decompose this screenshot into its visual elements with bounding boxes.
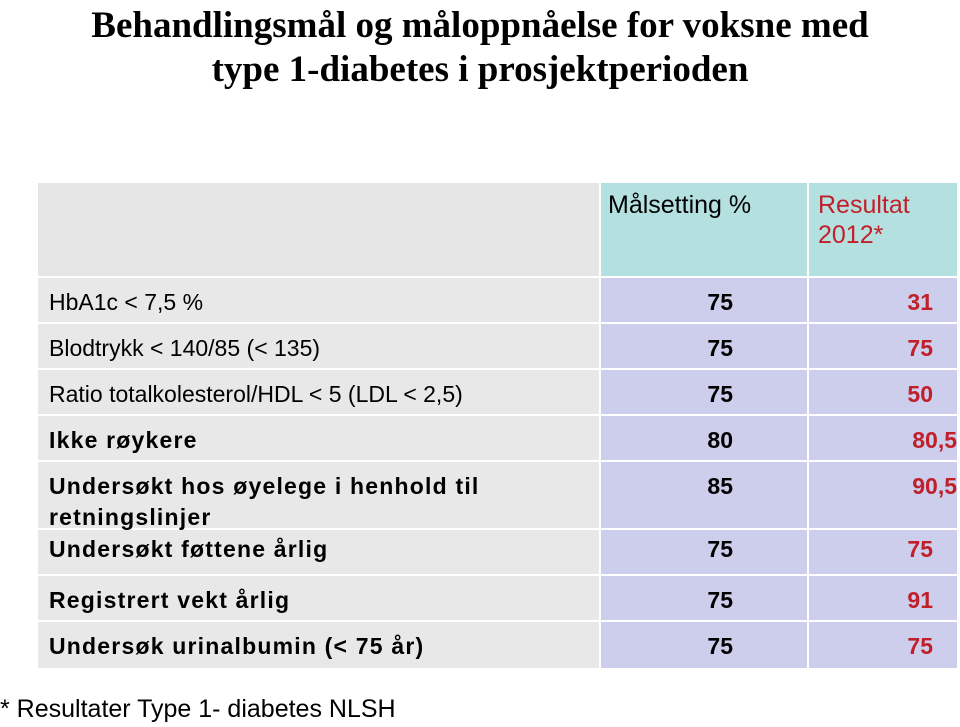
row-label: Undersøk urinalbumin (< 75 år) bbox=[49, 633, 425, 659]
row-result-value: 31 bbox=[907, 289, 933, 315]
header-result-label bbox=[818, 190, 910, 250]
row-label-cell bbox=[38, 462, 599, 528]
row-target-cell bbox=[601, 324, 807, 368]
row-target-cell bbox=[601, 530, 807, 574]
table-row bbox=[38, 622, 957, 668]
row-result-cell bbox=[809, 416, 957, 460]
table-row bbox=[38, 462, 957, 528]
row-target-cell bbox=[601, 370, 807, 414]
row-target-cell bbox=[601, 416, 807, 460]
table-row bbox=[38, 576, 957, 620]
page-title bbox=[0, 4, 960, 92]
row-result-cell bbox=[809, 278, 957, 322]
row-result-cell bbox=[809, 530, 957, 574]
row-result-value: 50 bbox=[907, 381, 933, 407]
row-label-cell bbox=[38, 324, 599, 368]
header-result-cell bbox=[809, 183, 957, 276]
table-header-row bbox=[38, 183, 957, 276]
row-result-cell bbox=[809, 576, 957, 620]
row-target-value: 75 bbox=[707, 536, 733, 562]
row-target-value: 75 bbox=[707, 335, 733, 361]
header-target-label: Målsetting % bbox=[608, 191, 752, 219]
row-target-cell bbox=[601, 278, 807, 322]
title-line-2: type 1-diabetes i prosjektperioden bbox=[211, 49, 749, 90]
table-row bbox=[38, 324, 957, 368]
footnote: * Resultater Type 1- diabetes NLSH bbox=[0, 695, 396, 723]
row-result-cell bbox=[809, 324, 957, 368]
header-empty-cell bbox=[38, 183, 599, 276]
row-label: Undersøkt hos øyelege i henhold til retningslinjer bbox=[49, 473, 480, 530]
row-label-cell bbox=[38, 370, 599, 414]
row-result-cell bbox=[809, 622, 957, 668]
table-row bbox=[38, 370, 957, 414]
row-result-cell bbox=[809, 370, 957, 414]
row-target-value: 75 bbox=[707, 289, 733, 315]
table-row bbox=[38, 530, 957, 574]
row-target-value: 75 bbox=[707, 381, 733, 407]
row-result-value: 80,5 bbox=[912, 427, 957, 453]
row-label: Undersøkt føttene årlig bbox=[49, 536, 329, 562]
row-label: Registrert vekt årlig bbox=[49, 587, 291, 613]
table-row bbox=[38, 278, 957, 322]
row-label: Ikke røykere bbox=[49, 427, 198, 453]
row-target-cell bbox=[601, 622, 807, 668]
row-target-value: 75 bbox=[707, 587, 733, 613]
row-target-cell bbox=[601, 462, 807, 528]
header-target-cell bbox=[601, 183, 807, 276]
row-label-cell bbox=[38, 622, 599, 668]
row-target-value: 75 bbox=[707, 633, 733, 659]
row-label: Ratio totalkolesterol/HDL < 5 (LDL < 2,5) bbox=[49, 381, 463, 407]
row-label-cell bbox=[38, 416, 599, 460]
row-result-cell bbox=[809, 462, 957, 528]
table-row bbox=[38, 416, 957, 460]
row-result-value: 91 bbox=[907, 587, 933, 613]
row-label-cell bbox=[38, 278, 599, 322]
row-result-value: 75 bbox=[907, 536, 933, 562]
header-result-line-1: Resultat bbox=[818, 191, 910, 219]
row-label: Blodtrykk < 140/85 (< 135) bbox=[49, 335, 321, 361]
header-result-line-2: 2012* bbox=[818, 221, 884, 249]
row-result-value: 75 bbox=[907, 335, 933, 361]
title-line-1: Behandlingsmål og måloppnåelse for voksne med bbox=[91, 5, 869, 46]
row-result-value: 75 bbox=[907, 633, 933, 659]
row-target-value: 80 bbox=[707, 427, 733, 453]
row-label-cell bbox=[38, 576, 599, 620]
row-target-value: 85 bbox=[707, 473, 733, 499]
row-result-value: 90,5 bbox=[912, 473, 957, 499]
row-label-cell bbox=[38, 530, 599, 574]
row-label: HbA1c < 7,5 % bbox=[49, 289, 204, 315]
row-target-cell bbox=[601, 576, 807, 620]
